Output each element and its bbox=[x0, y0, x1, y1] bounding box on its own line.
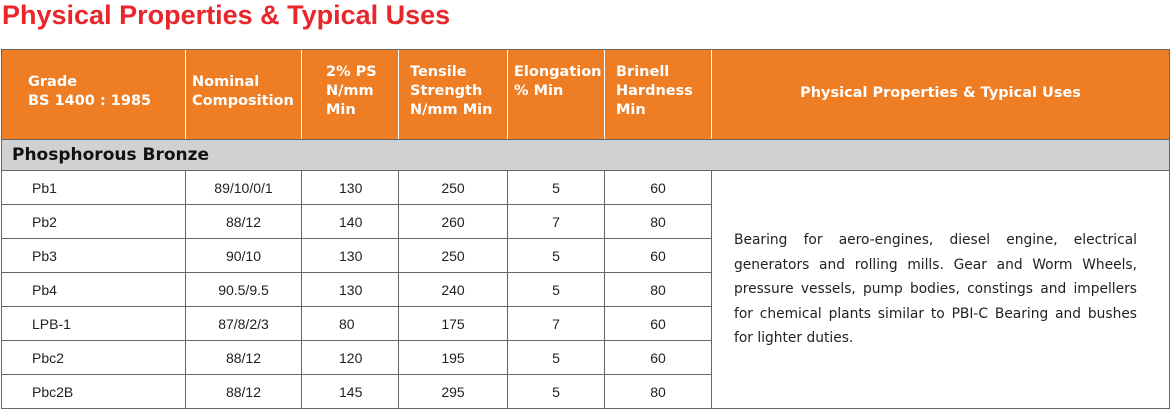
header-uses-label: Physical Properties & Typical Uses bbox=[800, 84, 1081, 101]
header-elongation-line1: Elongation bbox=[514, 63, 602, 80]
cell-elongation: 5 bbox=[508, 171, 605, 205]
header-brinell bbox=[605, 50, 712, 140]
cell-tensile: 240 bbox=[399, 273, 508, 307]
cell-brinell: 60 bbox=[605, 171, 712, 205]
cell-grade: Pb3 bbox=[2, 239, 186, 273]
header-ps-line2: N/mm bbox=[326, 83, 374, 99]
header-composition bbox=[186, 50, 302, 140]
table-row bbox=[2, 171, 1170, 205]
cell-ps: 130 bbox=[302, 273, 399, 307]
cell-grade: Pb2 bbox=[2, 205, 186, 239]
header-elongation bbox=[508, 50, 605, 140]
cell-brinell: 60 bbox=[605, 307, 712, 341]
header-grade-line2: BS 1400 : 1985 bbox=[28, 92, 152, 109]
cell-composition: 88/12 bbox=[186, 375, 302, 409]
header-ps-line3: Min bbox=[326, 102, 356, 118]
header-brinell-line1: Brinell bbox=[616, 64, 670, 80]
header-brinell-line2: Hardness bbox=[616, 83, 693, 99]
cell-ps: 145 bbox=[302, 375, 399, 409]
header-proof-stress bbox=[302, 50, 399, 140]
cell-ps: 140 bbox=[302, 205, 399, 239]
cell-composition: 90.5/9.5 bbox=[186, 273, 302, 307]
header-row bbox=[2, 50, 1170, 140]
cell-tensile: 260 bbox=[399, 205, 508, 239]
section-row bbox=[2, 140, 1170, 171]
cell-elongation: 5 bbox=[508, 239, 605, 273]
header-grade bbox=[2, 50, 186, 140]
header-uses bbox=[712, 50, 1170, 140]
cell-brinell: 60 bbox=[605, 341, 712, 375]
header-brinell-line3: Min bbox=[616, 102, 646, 118]
cell-brinell: 80 bbox=[605, 205, 712, 239]
cell-composition: 87/8/2/3 bbox=[186, 307, 302, 341]
header-tensile-line2: Strength bbox=[410, 83, 483, 99]
cell-elongation: 5 bbox=[508, 341, 605, 375]
cell-elongation: 7 bbox=[508, 307, 605, 341]
cell-composition: 88/12 bbox=[186, 341, 302, 375]
cell-composition: 88/12 bbox=[186, 205, 302, 239]
header-ps-line1: 2% PS bbox=[326, 64, 377, 80]
uses-description: Bearing for aero-engines, diesel engine, electrical generators and rolling mills. Gear and Worm Wheels, pressure vessels, pump bodies, constings and impellers for chemical plants similar to PBI-C Bearing and bushes for lighter duties. bbox=[712, 171, 1170, 409]
cell-grade: Pb4 bbox=[2, 273, 186, 307]
cell-ps: 130 bbox=[302, 239, 399, 273]
header-composition-line2: Composition bbox=[192, 92, 294, 109]
properties-table bbox=[1, 49, 1170, 409]
cell-grade: Pbc2B bbox=[2, 375, 186, 409]
cell-elongation: 5 bbox=[508, 273, 605, 307]
header-elongation-line2: % Min bbox=[514, 82, 564, 99]
header-tensile bbox=[399, 50, 508, 140]
cell-brinell: 80 bbox=[605, 375, 712, 409]
cell-ps: 130 bbox=[302, 171, 399, 205]
cell-composition: 90/10 bbox=[186, 239, 302, 273]
header-grade-line1: Grade bbox=[28, 73, 78, 90]
cell-grade: LPB-1 bbox=[2, 307, 186, 341]
cell-ps: 120 bbox=[302, 341, 399, 375]
header-tensile-line1: Tensile bbox=[410, 64, 467, 80]
cell-tensile: 195 bbox=[399, 341, 508, 375]
cell-ps: 80 bbox=[302, 307, 399, 341]
cell-tensile: 250 bbox=[399, 239, 508, 273]
section-label: Phosphorous Bronze bbox=[2, 140, 1170, 171]
cell-tensile: 250 bbox=[399, 171, 508, 205]
cell-elongation: 5 bbox=[508, 375, 605, 409]
cell-composition: 89/10/0/1 bbox=[186, 171, 302, 205]
cell-tensile: 175 bbox=[399, 307, 508, 341]
header-composition-line1: Nominal bbox=[192, 73, 260, 90]
cell-brinell: 80 bbox=[605, 273, 712, 307]
cell-tensile: 295 bbox=[399, 375, 508, 409]
cell-grade: Pb1 bbox=[2, 171, 186, 205]
cell-grade: Pbc2 bbox=[2, 341, 186, 375]
cell-elongation: 7 bbox=[508, 205, 605, 239]
header-tensile-line3: N/mm Min bbox=[410, 102, 493, 118]
cell-brinell: 60 bbox=[605, 239, 712, 273]
page-title: Physical Properties & Typical Uses bbox=[2, 0, 451, 30]
